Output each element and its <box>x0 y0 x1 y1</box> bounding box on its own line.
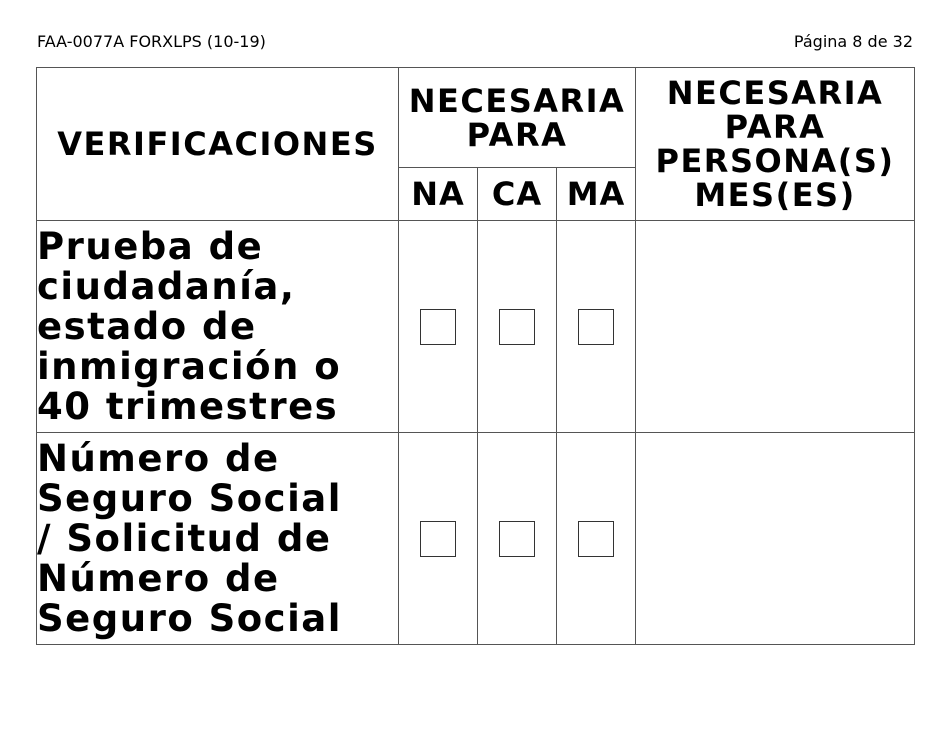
header-ma: MA <box>557 168 636 221</box>
cell-ca <box>478 433 557 645</box>
checkbox-ma[interactable] <box>578 309 614 345</box>
header-necesaria-para-line: PARA <box>466 115 568 154</box>
checkbox-na[interactable] <box>420 521 456 557</box>
row-label-ciudadania <box>37 221 399 433</box>
row-label-line: inmigración o <box>37 344 342 388</box>
row-label-line: Número de <box>37 436 280 480</box>
header-necesaria-para <box>399 68 636 168</box>
row-label-line: Seguro Social <box>37 596 342 640</box>
page-number: Página 8 de 32 <box>793 32 913 51</box>
row-label-seguro-social <box>37 433 399 645</box>
header-persona-line: PERSONA(S) <box>655 142 895 180</box>
header-persona-line: NECESARIA <box>666 74 884 112</box>
row-label-line: Seguro Social <box>37 476 342 520</box>
cell-ca <box>478 221 557 433</box>
table-row <box>37 221 915 433</box>
checkbox-na[interactable] <box>420 309 456 345</box>
cell-ma <box>557 433 636 645</box>
cell-ma <box>557 221 636 433</box>
header-na: NA <box>399 168 478 221</box>
row-label-line: / Solicitud de <box>37 516 332 560</box>
cell-na <box>399 221 478 433</box>
row-label-line: Número de <box>37 556 280 600</box>
header-necesaria-para-line: NECESARIA <box>408 81 626 120</box>
header-persona-mes <box>636 68 915 221</box>
table-row <box>37 433 915 645</box>
cell-na <box>399 433 478 645</box>
row-label-line: 40 trimestres <box>37 384 339 428</box>
header-verificaciones <box>37 68 399 221</box>
header-persona-line: PARA <box>724 108 826 146</box>
form-id: FAA-0077A FORXLPS (10-19) <box>37 32 266 51</box>
header-persona-line: MES(ES) <box>694 176 856 214</box>
verification-table <box>36 67 915 645</box>
header-verificaciones-label: VERIFICACIONES <box>57 125 378 163</box>
row-label-line: Prueba de <box>37 224 264 268</box>
row-label-line: ciudadanía, <box>37 264 296 308</box>
checkbox-ca[interactable] <box>499 309 535 345</box>
persona-mes-field[interactable] <box>636 221 915 433</box>
header-ca: CA <box>478 168 557 221</box>
row-label-line: estado de <box>37 304 257 348</box>
checkbox-ma[interactable] <box>578 521 614 557</box>
persona-mes-field[interactable] <box>636 433 915 645</box>
checkbox-ca[interactable] <box>499 521 535 557</box>
